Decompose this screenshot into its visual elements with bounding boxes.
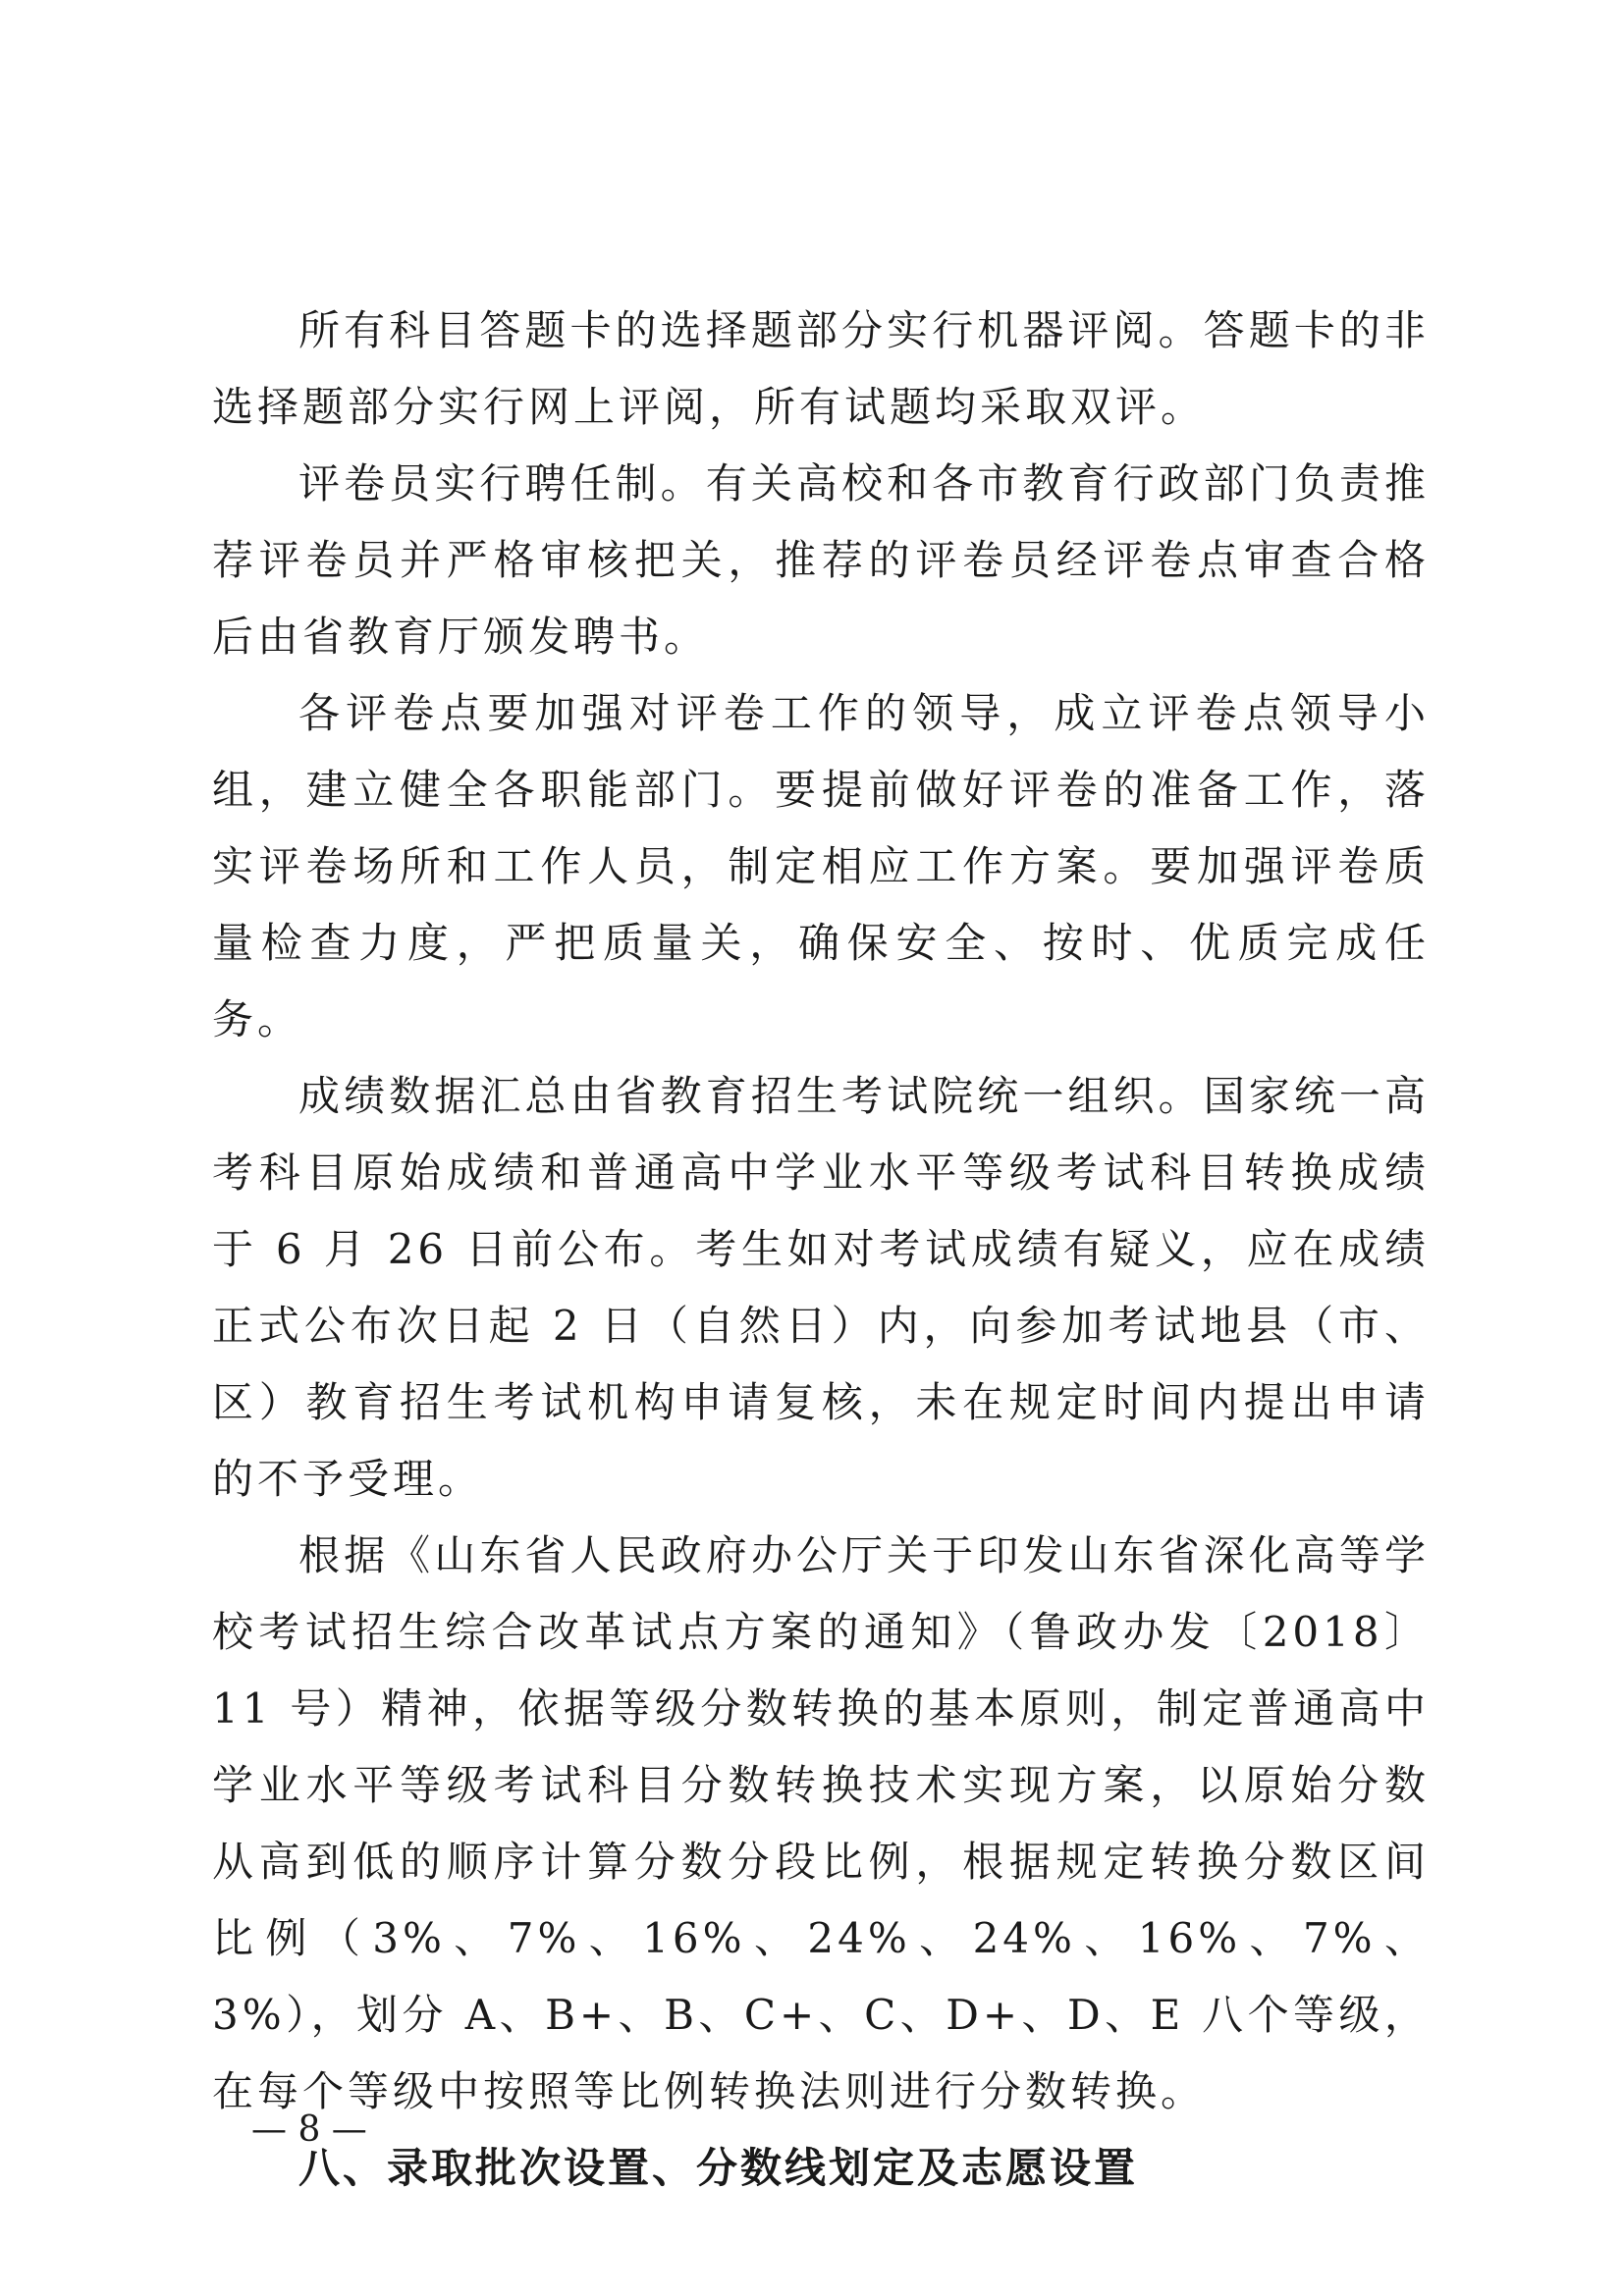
paragraph-score-release: 成绩数据汇总由省教育招生考试院统一组织。国家统一高考科目原始成绩和普通高中学业水平等级考试科目转换成绩于 6 月 26 日前公布。考生如对考试成绩有疑义，应在成绩正式公布次日起 2 日（自然日）内，向参加考试地县（市、区）教育招生考试机构申请复核，未在规定时间内提出申请的不予受理。 (212, 1072, 1430, 1503)
document-body (212, 293, 1430, 2207)
paragraph-machine-grading: 所有科目答题卡的选择题部分实行机器评阅。答题卡的非选择题部分实行网上评阅，所有试题均采取双评。 (212, 306, 1430, 431)
page-number: — 8 — (251, 2109, 367, 2150)
paragraph-score-conversion: 根据《山东省人民政府办公厅关于印发山东省深化高等学校考试招生综合改革试点方案的通知》（鲁政办发〔2018〕11 号）精神，依据等级分数转换的基本原则，制定普通高中学业水平等级考试科目分数转换技术实现方案，以原始分数从高到低的顺序计算分数分段比例，根据规定转换分数区间比例（3%、7%、16%、24%、24%、16%、7%、3%），划分 A、B+、B、C+、C、D+、D、E 八个等级，在每个等级中按照等比例转换法则进行分数转换。 (212, 1531, 1430, 2115)
section-heading: 八、录取批次设置、分数线划定及志愿设置 (298, 2144, 1139, 2192)
paragraph-grading-sites: 各评卷点要加强对评卷工作的领导，成立评卷点领导小组，建立健全各职能部门。要提前做好评卷的准备工作，落实评卷场所和工作人员，制定相应工作方案。要加强评卷质量检查力度，严把质量关，确保安全、按时、优质完成任务。 (212, 689, 1430, 1043)
paragraph-grader-appointment: 评卷员实行聘任制。有关高校和各市教育行政部门负责推荐评卷员并严格审核把关，推荐的评卷员经评卷点审查合格后由省教育厅颁发聘书。 (212, 459, 1430, 661)
